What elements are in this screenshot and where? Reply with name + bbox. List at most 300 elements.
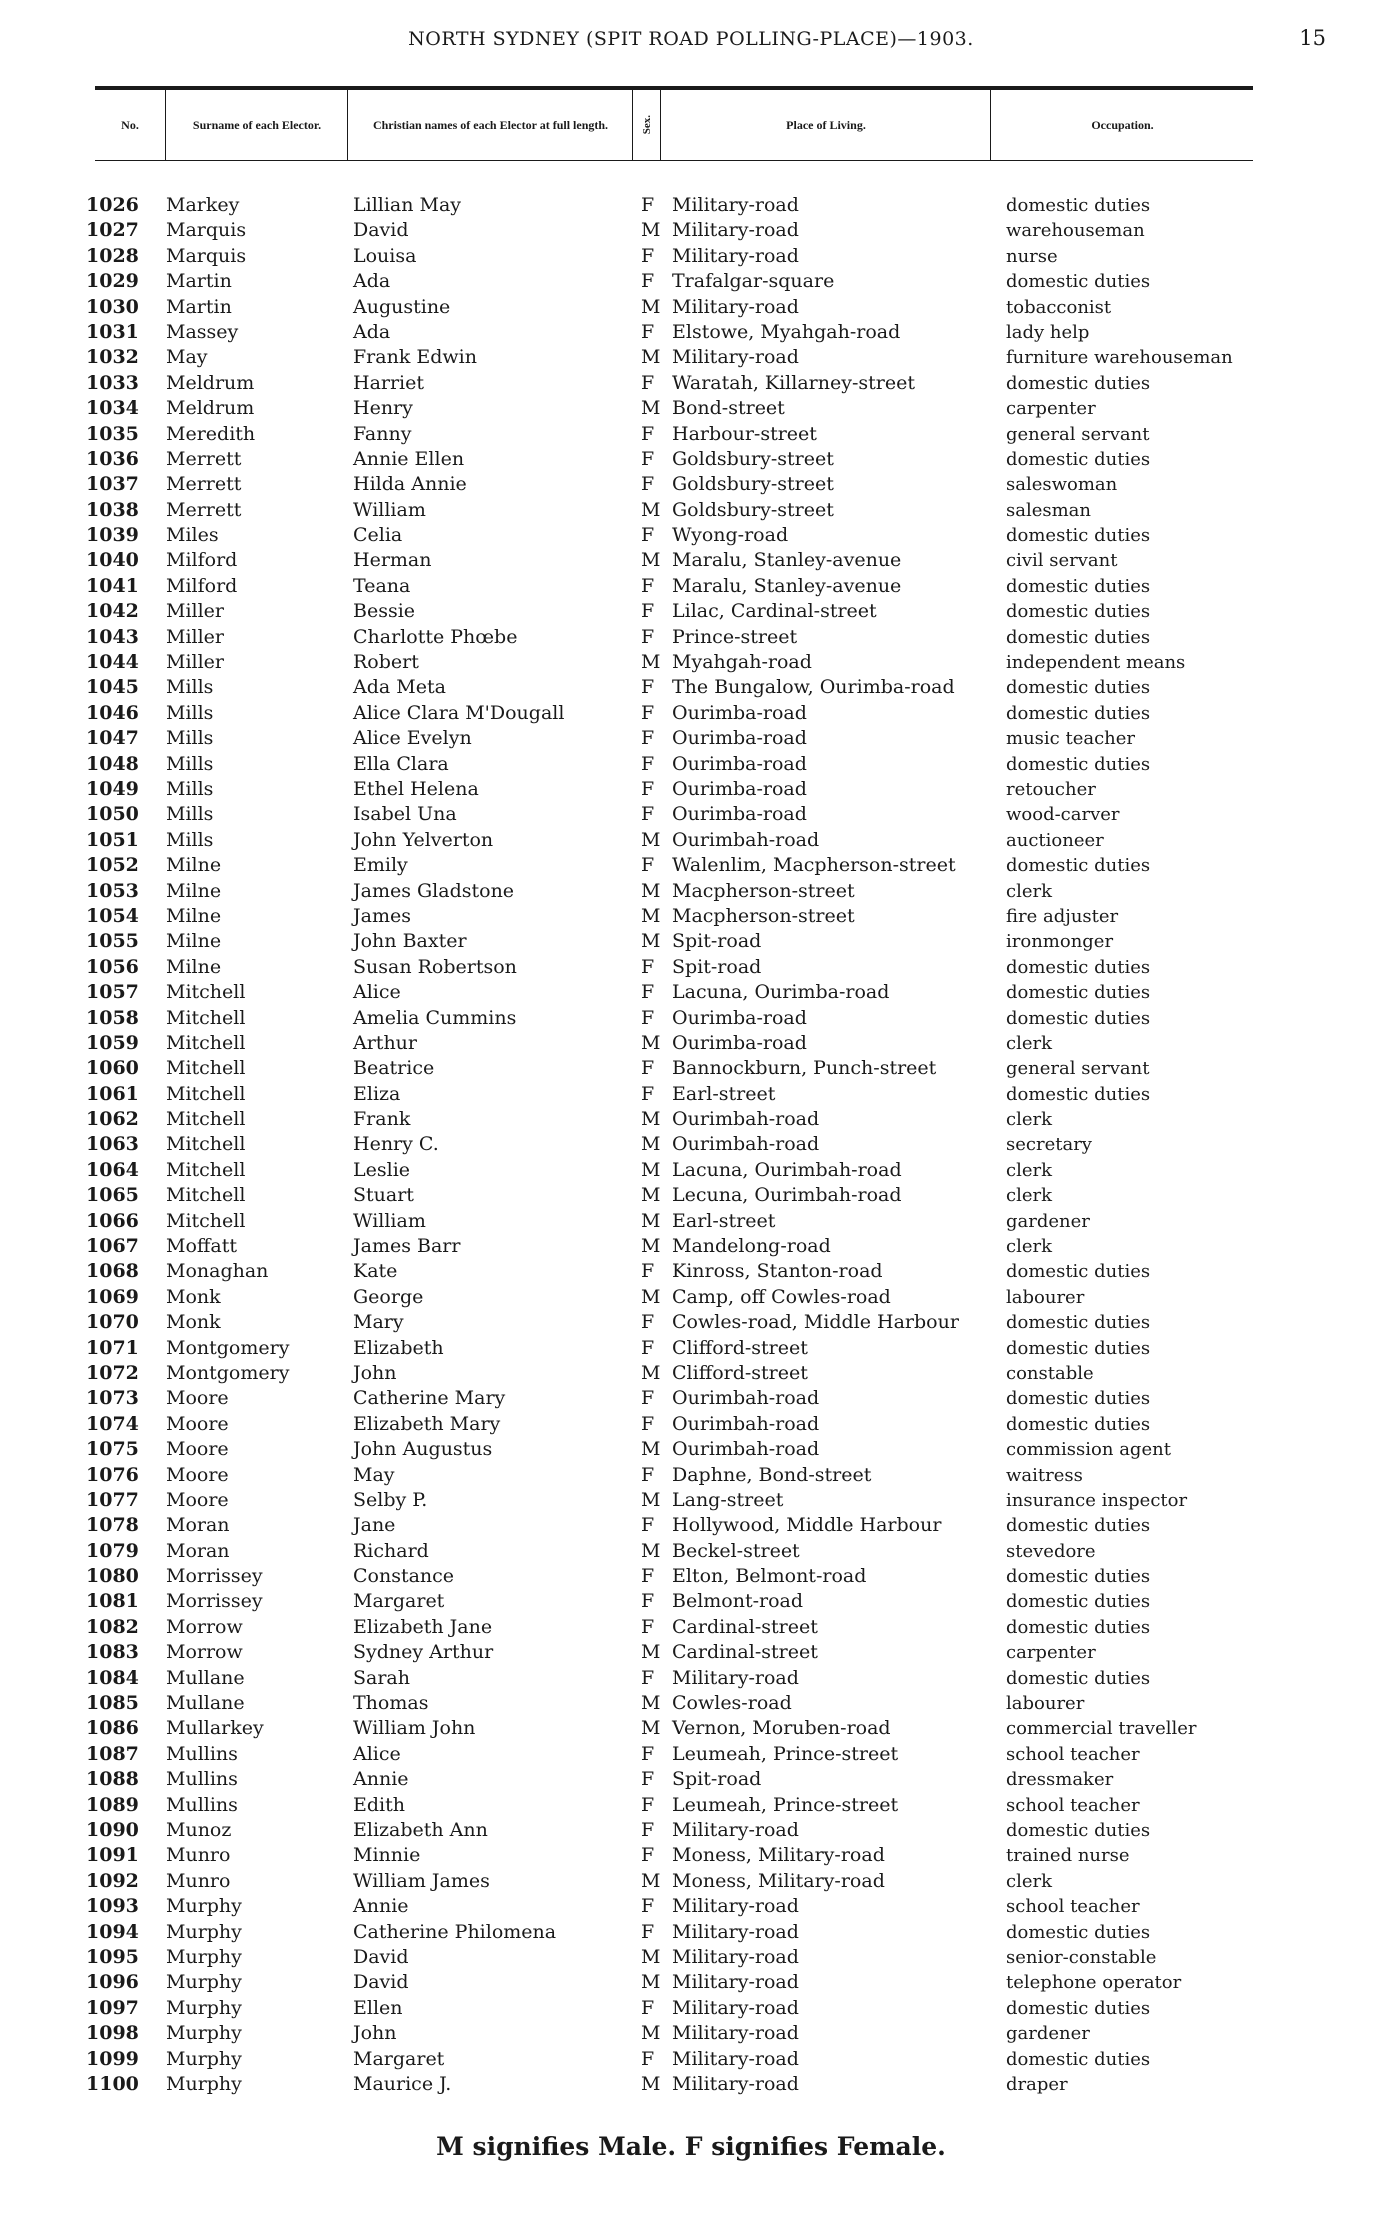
elector-sex: F [641,1057,655,1080]
elector-sex: F [641,1742,655,1765]
elector-christian-names: Margaret [353,2047,445,2070]
elector-place-of-living: Ourimba-road [672,1006,807,1029]
elector-christian-names: Leslie [353,1158,411,1181]
table-row [0,1894,1382,1919]
elector-occupation: domestic duties [1006,982,1151,1004]
elector-surname: Mullane [166,1692,245,1715]
elector-surname: Morrissey [166,1590,263,1613]
elector-occupation: school teacher [1006,1743,1140,1765]
elector-christian-names: Alice [353,981,401,1004]
elector-surname: Miller [166,625,225,648]
elector-christian-names: Edith [353,1793,405,1816]
elector-surname: Milne [166,879,222,902]
table-row [0,1234,1382,1259]
elector-occupation: retoucher [1006,778,1096,800]
elector-place-of-living: Prince-street [672,625,798,648]
elector-sex: M [641,828,661,851]
table-row [0,1666,1382,1691]
elector-occupation: auctioneer [1006,829,1104,851]
elector-surname: Massey [166,320,239,343]
elector-surname: Milford [166,574,238,597]
elector-occupation: furniture warehouseman [1006,347,1233,369]
elector-surname: Mills [166,752,214,775]
elector-surname: Mullins [166,1768,238,1791]
elector-occupation: labourer [1006,1286,1085,1308]
elector-sex: F [641,371,655,394]
elector-place-of-living: Macpherson-street [672,904,855,927]
elector-number: 1083 [86,1641,139,1664]
elector-number: 1047 [86,727,139,750]
elector-sex: F [641,1768,655,1791]
elector-christian-names: Susan Robertson [353,955,517,978]
elector-christian-names: Emily [353,854,408,877]
elector-number: 1035 [86,422,139,445]
elector-sex: F [641,955,655,978]
elector-surname: Meldrum [166,371,255,394]
elector-sex: M [641,651,661,674]
elector-christian-names: Augustine [353,295,451,318]
elector-number: 1087 [86,1742,139,1765]
elector-sex: F [641,1615,655,1638]
elector-occupation: fire adjuster [1006,905,1119,927]
elector-sex: F [641,473,655,496]
elector-christian-names: William [353,498,426,521]
elector-place-of-living: Moness, Military-road [672,1869,885,1892]
table-row [0,955,1382,980]
elector-surname: Montgomery [166,1336,290,1359]
elector-place-of-living: Ourimbah-road [672,1412,820,1435]
table-row [0,1183,1382,1208]
elector-number: 1053 [86,879,139,902]
table-row [0,1310,1382,1335]
elector-sex: F [641,1819,655,1841]
elector-christian-names: Henry [353,397,413,420]
elector-sex: F [641,524,655,547]
elector-place-of-living: Military-road [672,2072,799,2095]
table-row [0,1818,1382,1843]
elector-place-of-living: Kinross, Stanton-road [672,1260,883,1283]
table-row [0,701,1382,726]
elector-surname: Milne [166,955,222,978]
elector-sex: M [641,549,661,572]
elector-place-of-living: Ourimbah-road [672,1438,820,1461]
elector-surname: Mitchell [166,1031,246,1054]
elector-sex: F [641,981,655,1004]
table-row [0,1463,1382,1488]
elector-place-of-living: Clifford-street [672,1336,808,1359]
table-row [0,1742,1382,1767]
elector-number: 1090 [86,1819,139,1841]
elector-occupation: carpenter [1006,1642,1096,1664]
table-row [0,1031,1382,1056]
elector-number: 1095 [86,1945,139,1968]
elector-number: 1088 [86,1768,139,1791]
elector-number: 1089 [86,1793,139,1816]
table-header [95,86,1253,161]
elector-place-of-living: Lang-street [672,1488,784,1511]
table-row [0,1970,1382,1995]
elector-number: 1085 [86,1692,139,1715]
elector-place-of-living: Leumeah, Prince-street [672,1742,899,1765]
elector-number: 1027 [86,219,139,242]
elector-sex: F [641,777,655,800]
elector-christian-names: Henry C. [353,1133,439,1156]
elector-number: 1056 [86,955,139,978]
elector-sex: F [641,270,655,293]
elector-christian-names: James Gladstone [353,879,515,902]
elector-sex: M [641,1641,661,1664]
table-row [0,396,1382,421]
elector-place-of-living: Ourimbah-road [672,1108,820,1131]
elector-number: 1054 [86,904,139,927]
elector-sex: M [641,1488,661,1511]
elector-place-of-living: Elton, Belmont-road [672,1565,867,1588]
elector-place-of-living: Ourimba-road [672,1031,807,1054]
elector-surname: Murphy [166,1996,242,2019]
column-header-christian-names: Christian names of each Elector at full length. [347,90,633,160]
elector-sex: F [641,1920,655,1943]
table-row [0,345,1382,370]
elector-place-of-living: Military-road [672,1920,799,1943]
elector-christian-names: Constance [353,1565,455,1588]
elector-christian-names: Minnie [353,1844,421,1867]
elector-surname: Milford [166,549,238,572]
elector-surname: Murphy [166,2072,242,2095]
elector-number: 1061 [86,1082,139,1105]
elector-place-of-living: Myahgah-road [672,651,812,674]
elector-occupation: carpenter [1006,398,1096,420]
elector-surname: Miller [166,651,225,674]
table-row [0,371,1382,396]
elector-christian-names: Annie [353,1895,409,1918]
elector-christian-names: David [353,219,409,242]
elector-sex: M [641,1031,661,1054]
elector-sex: M [641,904,661,927]
table-row [0,1996,1382,2021]
elector-christian-names: Herman [353,549,432,572]
elector-surname: Meredith [166,422,256,445]
table-row [0,2047,1382,2072]
elector-occupation: school teacher [1006,1896,1140,1918]
elector-number: 1050 [86,803,139,826]
elector-place-of-living: Military-road [672,2022,799,2045]
table-row [0,1056,1382,1081]
elector-christian-names: Kate [353,1260,398,1283]
table-row [0,218,1382,243]
table-row [0,1158,1382,1183]
elector-place-of-living: Moness, Military-road [672,1844,885,1867]
elector-surname: Munoz [166,1819,232,1841]
elector-occupation: secretary [1006,1134,1092,1156]
elector-number: 1081 [86,1590,139,1613]
elector-surname: Murphy [166,2047,242,2070]
elector-christian-names: Elizabeth Mary [353,1412,501,1435]
table-row [0,1564,1382,1589]
elector-place-of-living: Military-road [672,346,799,369]
elector-christian-names: George [353,1285,424,1308]
elector-surname: Marquis [166,219,247,242]
table-row [0,777,1382,802]
elector-christian-names: William [353,1209,426,1232]
table-row [0,1488,1382,1513]
elector-place-of-living: Lacuna, Ourimba-road [672,981,890,1004]
elector-sex: F [641,1260,655,1283]
elector-surname: Martin [166,295,232,318]
elector-number: 1044 [86,651,139,674]
elector-occupation: labourer [1006,1693,1085,1715]
elector-place-of-living: Elstowe, Myahgah-road [672,320,901,343]
elector-occupation: domestic duties [1006,1083,1151,1105]
elector-place-of-living: Ourimba-road [672,752,807,775]
elector-occupation: clerk [1006,1185,1053,1207]
elector-number: 1060 [86,1057,139,1080]
elector-place-of-living: Cardinal-street [672,1615,818,1638]
elector-christian-names: John Baxter [353,930,467,953]
table-row [0,650,1382,675]
elector-christian-names: Alice Clara M'Dougall [353,701,565,724]
elector-number: 1042 [86,600,139,623]
table-row [0,599,1382,624]
elector-sex: F [641,1387,655,1410]
elector-christian-names: Alice [353,1742,401,1765]
elector-occupation: clerk [1006,1159,1053,1181]
elector-christian-names: Alice Evelyn [353,727,472,750]
elector-sex: M [641,879,661,902]
elector-surname: Mills [166,803,214,826]
elector-place-of-living: Goldsbury-street [672,473,834,496]
elector-number: 1031 [86,320,139,343]
elector-place-of-living: Trafalgar-square [672,270,835,293]
elector-occupation: domestic duties [1006,677,1151,699]
table-row [0,320,1382,345]
elector-place-of-living: Earl-street [672,1082,776,1105]
elector-occupation: domestic duties [1006,855,1151,877]
elector-sex: F [641,447,655,470]
table-row [0,1640,1382,1665]
elector-number: 1073 [86,1387,139,1410]
elector-christian-names: Celia [353,524,403,547]
table-row [0,422,1382,447]
elector-number: 1078 [86,1514,139,1537]
elector-sex: F [641,574,655,597]
elector-sex: F [641,1336,655,1359]
elector-christian-names: Frank Edwin [353,346,477,369]
table-row [0,1793,1382,1818]
elector-number: 1048 [86,752,139,775]
elector-surname: Mitchell [166,981,246,1004]
elector-place-of-living: Military-road [672,2047,799,2070]
elector-sex: F [641,854,655,877]
elector-number: 1082 [86,1615,139,1638]
table-row [0,2072,1382,2097]
elector-number: 1068 [86,1260,139,1283]
elector-occupation: draper [1006,2073,1068,2095]
elector-place-of-living: Waratah, Killarney-street [672,371,915,394]
elector-sex: F [641,194,655,216]
elector-surname: Mitchell [166,1184,246,1207]
elector-number: 1096 [86,1971,139,1994]
elector-occupation: commission agent [1006,1439,1171,1461]
elector-sex: F [641,625,655,648]
elector-christian-names: Ella Clara [353,752,449,775]
elector-christian-names: Beatrice [353,1057,435,1080]
elector-christian-names: Ellen [353,1996,403,2019]
elector-occupation: domestic duties [1006,1007,1151,1029]
elector-surname: Mitchell [166,1158,246,1181]
elector-christian-names: Catherine Mary [353,1387,506,1410]
elector-surname: Morrissey [166,1565,263,1588]
elector-place-of-living: The Bungalow, Ourimba-road [672,676,955,699]
elector-occupation: domestic duties [1006,1413,1151,1435]
elector-sex: F [641,1463,655,1486]
elector-occupation: waitress [1006,1464,1083,1486]
elector-number: 1051 [86,828,139,851]
elector-surname: Merrett [166,447,242,470]
elector-christian-names: Annie Ellen [353,447,465,470]
elector-number: 1091 [86,1844,139,1867]
elector-place-of-living: Spit-road [672,955,762,978]
elector-occupation: constable [1006,1362,1094,1384]
elector-surname: Moore [166,1387,229,1410]
elector-christian-names: Isabel Una [353,803,457,826]
elector-occupation: ironmonger [1006,931,1114,953]
elector-sex: M [641,1285,661,1308]
elector-number: 1097 [86,1996,139,2019]
table-row [0,1945,1382,1970]
elector-place-of-living: Military-road [672,1945,799,1968]
elector-christian-names: Bessie [353,600,416,623]
elector-sex: M [641,1158,661,1181]
elector-place-of-living: Belmont-road [672,1590,804,1613]
elector-surname: Moore [166,1438,229,1461]
elector-occupation: saleswoman [1006,474,1118,496]
elector-number: 1058 [86,1006,139,1029]
elector-number: 1076 [86,1463,139,1486]
elector-number: 1046 [86,701,139,724]
elector-surname: Marquis [166,244,247,267]
elector-christian-names: Hilda Annie [353,473,467,496]
elector-surname: Moran [166,1514,230,1537]
elector-occupation: general servant [1006,1058,1150,1080]
elector-number: 1064 [86,1158,139,1181]
elector-christian-names: James Barr [353,1235,461,1258]
elector-number: 1030 [86,295,139,318]
elector-occupation: domestic duties [1006,271,1151,293]
elector-number: 1071 [86,1336,139,1359]
elector-surname: Mitchell [166,1082,246,1105]
elector-christian-names: Jane [353,1514,396,1537]
elector-sex: M [641,1717,661,1740]
elector-christian-names: John [353,2022,397,2045]
elector-number: 1063 [86,1133,139,1156]
elector-occupation: domestic duties [1006,1820,1151,1841]
elector-place-of-living: Spit-road [672,1768,762,1791]
elector-occupation: domestic duties [1006,1921,1151,1943]
elector-christian-names: Mary [353,1311,404,1334]
elector-surname: Moore [166,1488,229,1511]
elector-place-of-living: Lilac, Cardinal-street [672,600,877,623]
elector-number: 1033 [86,371,139,394]
elector-occupation: general servant [1006,423,1150,445]
elector-place-of-living: Ourimba-road [672,727,807,750]
elector-sex: M [641,2072,661,2095]
elector-occupation: domestic duties [1006,1616,1151,1638]
elector-place-of-living: Macpherson-street [672,879,855,902]
elector-sex: F [641,1895,655,1918]
elector-number: 1045 [86,676,139,699]
elector-surname: Mullins [166,1793,238,1816]
footer-note: M signifies Male. F signifies Female. [436,2132,946,2161]
elector-christian-names: Catherine Philomena [353,1920,557,1943]
elector-sex: M [641,930,661,953]
elector-occupation: lady help [1006,321,1090,343]
elector-sex: M [641,1235,661,1258]
elector-sex: M [641,498,661,521]
elector-surname: Miller [166,600,225,623]
table-row [0,929,1382,954]
elector-sex: F [641,1590,655,1613]
column-header-sex [632,90,661,160]
elector-christian-names: Elizabeth [353,1336,444,1359]
elector-occupation: domestic duties [1006,1591,1151,1613]
page-title: NORTH SYDNEY (SPIT ROAD POLLING-PLACE)—1903. [408,28,974,50]
elector-number: 1055 [86,930,139,953]
elector-surname: Morrow [166,1641,243,1664]
column-header-occupation: Occupation. [990,90,1254,160]
elector-occupation: school teacher [1006,1794,1140,1816]
elector-christian-names: Richard [353,1539,429,1562]
elector-occupation: music teacher [1006,728,1136,750]
elector-surname: Miles [166,524,219,547]
elector-number: 1070 [86,1311,139,1334]
elector-place-of-living: Military-road [672,1895,799,1918]
elector-occupation: domestic duties [1006,1566,1151,1588]
elector-surname: Murphy [166,1971,242,1994]
elector-occupation: stevedore [1006,1540,1096,1562]
column-header-no: No. [121,118,139,132]
elector-sex: F [641,1666,655,1689]
elector-number: 1092 [86,1869,139,1892]
elector-sex: M [641,1133,661,1156]
elector-occupation: clerk [1006,1870,1053,1892]
elector-surname: Mills [166,828,214,851]
elector-surname: Mills [166,676,214,699]
elector-place-of-living: Ourimba-road [672,777,807,800]
table-row [0,752,1382,777]
elector-christian-names: Ada Meta [353,676,446,699]
table-row [0,1767,1382,1792]
elector-number: 1069 [86,1285,139,1308]
elector-surname: Murphy [166,2022,242,2045]
elector-place-of-living: Military-road [672,1666,799,1689]
table-row [0,625,1382,650]
elector-surname: Moran [166,1539,230,1562]
elector-occupation: telephone operator [1006,1972,1182,1994]
elector-sex: M [641,1692,661,1715]
elector-occupation: trained nurse [1006,1845,1130,1867]
elector-surname: Mitchell [166,1006,246,1029]
elector-sex: F [641,320,655,343]
elector-surname: May [166,346,208,369]
elector-occupation: gardener [1006,1210,1090,1232]
elector-number: 1066 [86,1209,139,1232]
elector-number: 1059 [86,1031,139,1054]
elector-number: 1074 [86,1412,139,1435]
elector-occupation: domestic duties [1006,525,1151,547]
table-row [0,1006,1382,1031]
elector-sex: F [641,1996,655,2019]
table-row [0,1589,1382,1614]
